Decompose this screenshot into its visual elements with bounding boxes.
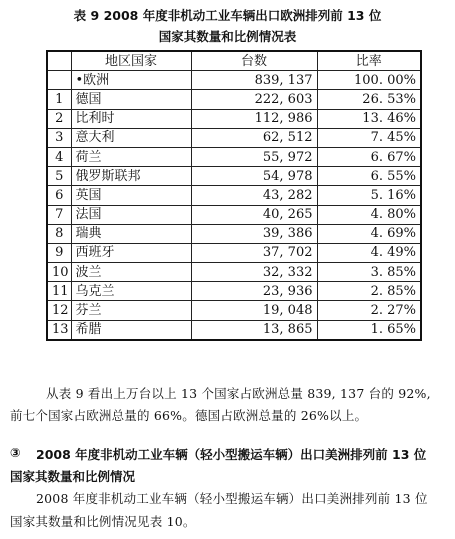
row-count: 40, 265 <box>191 205 317 224</box>
row-region-name: 英国 <box>71 186 191 205</box>
row-count: 54, 978 <box>191 167 317 186</box>
row-region-name: 波兰 <box>71 263 191 282</box>
row-index: 3 <box>47 128 71 147</box>
row-count: 839, 137 <box>191 71 317 90</box>
paragraph-1-line-2: 前七个国家占欧洲总量的 66%。德国占欧洲总量的 26%以上。 <box>10 408 368 423</box>
row-index: 11 <box>47 282 71 301</box>
row-region-name: 俄罗斯联邦 <box>71 167 191 186</box>
table-row <box>47 109 421 128</box>
section-title-line-2: 国家其数量和比例情况 <box>10 469 136 484</box>
table-row <box>47 320 421 340</box>
table-row <box>47 90 421 109</box>
row-index: 1 <box>47 90 71 109</box>
paragraph-2-line-1: 2008 年度非机动工业车辆（轻小型搬运车辆）出口美洲排列前 13 位 <box>36 491 428 506</box>
row-ratio: 6. 55% <box>317 167 421 186</box>
table-row <box>47 167 421 186</box>
row-index: 4 <box>47 147 71 166</box>
table-row <box>47 301 421 320</box>
row-region-name: 荷兰 <box>71 147 191 166</box>
row-count: 37, 702 <box>191 243 317 262</box>
row-index: 9 <box>47 243 71 262</box>
row-ratio: 100. 00% <box>317 71 421 90</box>
row-index: 6 <box>47 186 71 205</box>
table-row <box>47 282 421 301</box>
row-region-name: 乌克兰 <box>71 282 191 301</box>
section-title-line-1: 2008 年度非机动工业车辆（轻小型搬运车辆）出口美洲排列前 13 位 <box>36 447 427 462</box>
row-region-name: 希腊 <box>71 320 191 340</box>
row-ratio: 2. 27% <box>317 301 421 320</box>
row-count: 62, 512 <box>191 128 317 147</box>
table-row <box>47 128 421 147</box>
table-row <box>47 71 421 90</box>
row-count: 32, 332 <box>191 263 317 282</box>
table-caption-line1: 表 9 2008 年度非机动工业车辆出口欧洲排列前 13 位 <box>73 8 382 23</box>
row-region-name: 德国 <box>71 90 191 109</box>
row-ratio: 4. 69% <box>317 224 421 243</box>
row-ratio: 4. 49% <box>317 243 421 262</box>
row-count: 222, 603 <box>191 90 317 109</box>
row-ratio: 6. 67% <box>317 147 421 166</box>
section-number-mark: ③ <box>10 445 21 460</box>
row-index: 12 <box>47 301 71 320</box>
paragraph-2-line-2: 国家其数量和比例情况见表 10。 <box>10 514 196 529</box>
row-count: 23, 936 <box>191 282 317 301</box>
table-row <box>47 243 421 262</box>
header-region: 地区国家 <box>71 51 191 71</box>
row-region-name: 芬兰 <box>71 301 191 320</box>
row-index: 5 <box>47 167 71 186</box>
row-ratio: 5. 16% <box>317 186 421 205</box>
row-ratio: 3. 85% <box>317 263 421 282</box>
header-index <box>47 51 71 71</box>
header-ratio: 比率 <box>317 51 421 71</box>
row-count: 19, 048 <box>191 301 317 320</box>
header-count: 台数 <box>191 51 317 71</box>
row-ratio: 7. 45% <box>317 128 421 147</box>
row-index: 7 <box>47 205 71 224</box>
row-index: 8 <box>47 224 71 243</box>
row-count: 43, 282 <box>191 186 317 205</box>
row-count: 55, 972 <box>191 147 317 166</box>
table-row <box>47 224 421 243</box>
row-index <box>47 71 71 90</box>
row-ratio: 1. 65% <box>317 320 421 340</box>
row-ratio: 4. 80% <box>317 205 421 224</box>
paragraph-1-line-1: 从表 9 看出上万台以上 13 个国家占欧洲总量 839, 137 台的 92%, <box>46 386 431 401</box>
row-region-name: 比利时 <box>71 109 191 128</box>
row-count: 13, 865 <box>191 320 317 340</box>
row-ratio: 13. 46% <box>317 109 421 128</box>
table-row <box>47 147 421 166</box>
table-caption-line2: 国家其数量和比例情况表 <box>158 29 297 44</box>
row-region-name: 意大利 <box>71 128 191 147</box>
row-index: 10 <box>47 263 71 282</box>
row-index: 2 <box>47 109 71 128</box>
table-row <box>47 186 421 205</box>
row-region-name: 西班牙 <box>71 243 191 262</box>
row-region-name: 瑞典 <box>71 224 191 243</box>
table-header-row <box>47 51 421 71</box>
table-row <box>47 205 421 224</box>
row-ratio: 26. 53% <box>317 90 421 109</box>
row-region-name: •欧洲 <box>71 71 191 90</box>
row-index: 13 <box>47 320 71 340</box>
row-ratio: 2. 85% <box>317 282 421 301</box>
table-row <box>47 263 421 282</box>
row-region-name: 法国 <box>71 205 191 224</box>
export-table <box>46 50 422 341</box>
row-count: 112, 986 <box>191 109 317 128</box>
row-count: 39, 386 <box>191 224 317 243</box>
